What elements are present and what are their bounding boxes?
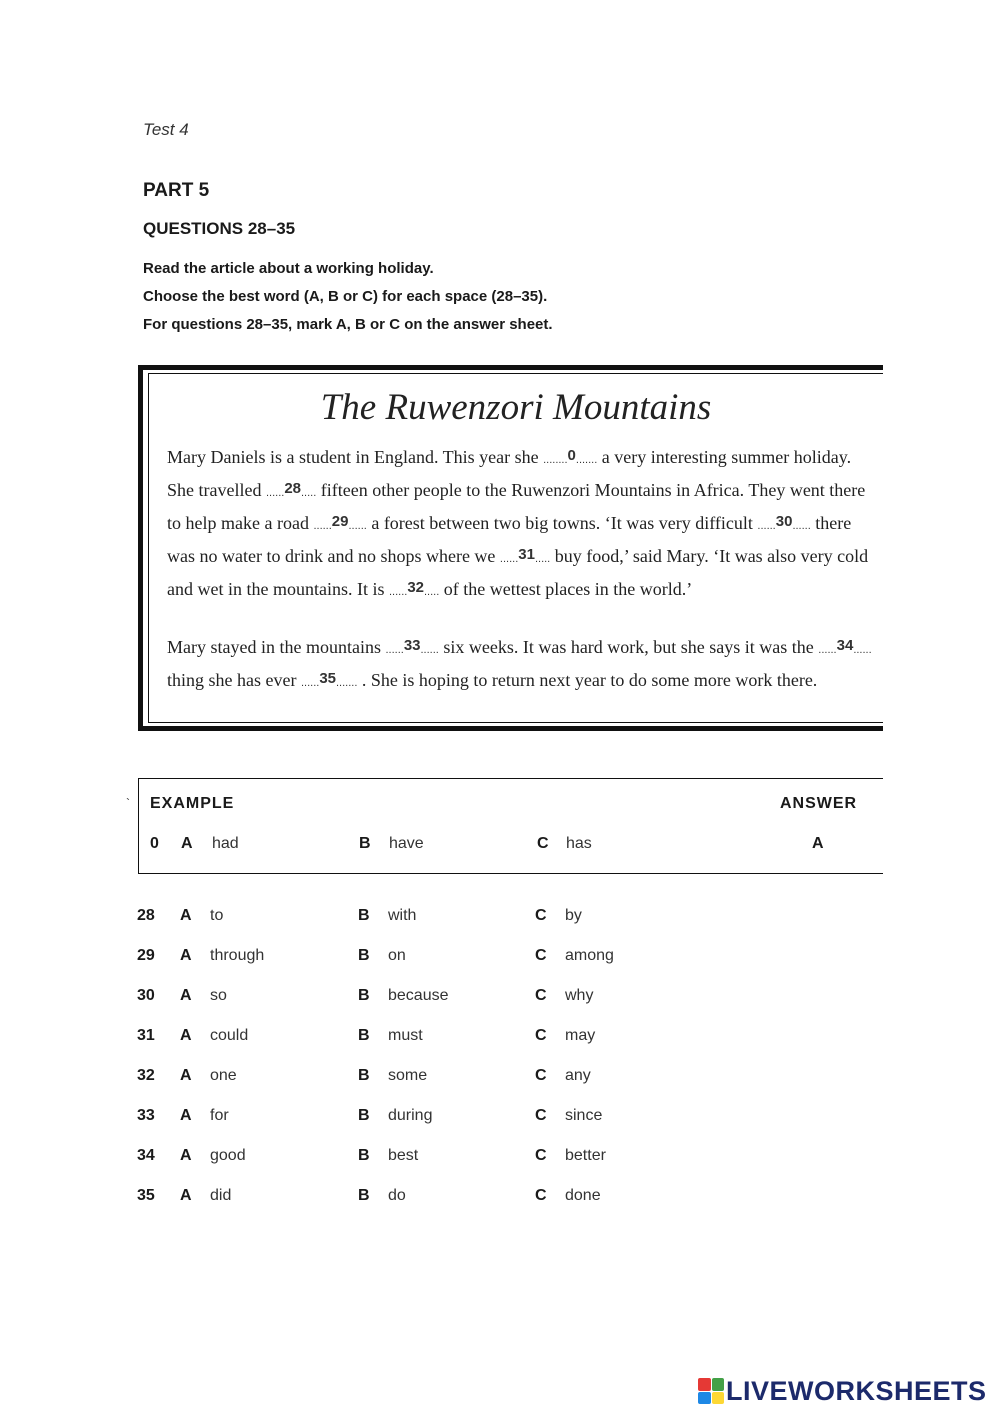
- gap-number: 32: [407, 579, 424, 596]
- text-segment: Mary stayed in the mountains: [167, 637, 386, 657]
- text-segment: six weeks. It was hard work, but she says it was the: [438, 637, 819, 657]
- option-c: may: [565, 1027, 596, 1044]
- question-number: 32: [137, 1067, 155, 1084]
- option-letter-a: A: [180, 1187, 192, 1204]
- option-letter-b: B: [358, 1147, 370, 1164]
- question-number: 35: [137, 1187, 155, 1204]
- option-c: any: [565, 1067, 591, 1084]
- option-a: to: [210, 907, 224, 924]
- option-c: done: [565, 1187, 601, 1204]
- option-b: do: [388, 1187, 406, 1204]
- option-letter-a: A: [181, 835, 193, 852]
- option-a: for: [210, 1107, 229, 1124]
- gap-number: 29: [331, 513, 349, 530]
- brand-square: [712, 1392, 725, 1405]
- test-label: Test 4: [143, 120, 189, 139]
- option-b: on: [388, 947, 406, 964]
- option-letter-a: A: [180, 1067, 192, 1084]
- option-letter-b: B: [358, 1187, 370, 1204]
- text-segment: . She is hoping to return next year to do some more work there.: [357, 670, 818, 690]
- question-row: [0, 987, 1000, 1017]
- blank-gap: ........0.......: [543, 447, 598, 466]
- option-letter-b: B: [358, 907, 370, 924]
- instruction-line: For questions 28–35, mark A, B or C on the answer sheet.: [143, 316, 553, 333]
- option-a: through: [210, 947, 265, 964]
- option-letter-a: A: [180, 1147, 192, 1164]
- option-a: good: [210, 1147, 246, 1164]
- instruction-line: Read the article about a working holiday.: [143, 260, 434, 277]
- gap-number: 28: [284, 480, 301, 497]
- option-letter-b: B: [358, 1027, 370, 1044]
- question-row: [0, 1187, 1000, 1217]
- blank-gap: ......35.......: [300, 670, 358, 689]
- text-segment: there was no water to drink and no shops where we: [167, 513, 852, 566]
- option-c: has: [566, 835, 592, 852]
- text-segment: a very interesting summer holiday. She travelled: [167, 447, 852, 500]
- option-letter-a: A: [180, 907, 192, 924]
- article-paragraph: [167, 632, 882, 698]
- brand-square: [698, 1392, 711, 1405]
- question-number: 33: [137, 1107, 155, 1124]
- option-b: with: [388, 907, 417, 924]
- option-letter-b: B: [358, 1107, 370, 1124]
- question-row: [0, 907, 1000, 937]
- option-letter-c: C: [535, 1067, 547, 1084]
- option-letter-c: C: [535, 1027, 547, 1044]
- option-a: so: [210, 987, 227, 1004]
- tick-mark: `: [126, 796, 130, 810]
- gap-number: 35: [319, 670, 336, 687]
- text-segment: Mary Daniels is a student in England. This year she: [167, 447, 544, 467]
- article-paragraph: [167, 442, 882, 607]
- option-letter-c: C: [537, 835, 549, 852]
- option-letter-b: B: [359, 835, 371, 852]
- option-c: better: [565, 1147, 606, 1164]
- question-number: 30: [137, 987, 155, 1004]
- option-letter-c: C: [535, 907, 547, 924]
- question-row: [0, 1107, 1000, 1137]
- blank-gap: ......32.....: [388, 579, 440, 598]
- gap-number: 30: [775, 513, 793, 530]
- blank-gap: ......34......: [818, 637, 872, 656]
- option-b: best: [388, 1147, 419, 1164]
- option-a: one: [210, 1067, 237, 1084]
- brand-square: [712, 1378, 725, 1391]
- question-number: 28: [137, 907, 155, 924]
- example-answer: A: [812, 835, 824, 852]
- question-row: [0, 947, 1000, 977]
- option-a: had: [212, 835, 239, 852]
- example-label: EXAMPLE: [150, 795, 235, 812]
- gap-number: 31: [518, 546, 535, 563]
- article-title: The Ruwenzori Mountains: [320, 387, 712, 428]
- option-b: some: [388, 1067, 428, 1084]
- option-letter-a: A: [180, 1027, 192, 1044]
- option-letter-c: C: [535, 947, 547, 964]
- liveworksheets-mark-icon: [698, 1378, 724, 1404]
- question-row: [0, 1027, 1000, 1057]
- questions-title: QUESTIONS 28–35: [143, 219, 296, 238]
- option-b: during: [388, 1107, 433, 1124]
- option-letter-c: C: [535, 987, 547, 1004]
- liveworksheets-logo: [698, 1376, 987, 1406]
- option-letter-a: A: [180, 1107, 192, 1124]
- option-letter-c: C: [535, 1187, 547, 1204]
- text-segment: of the wettest places in the world.’: [439, 579, 693, 599]
- text-segment: fifteen other people to the Ruwenzori Mountains in Africa. They went there to help make a road: [167, 480, 866, 533]
- option-letter-b: B: [358, 1067, 370, 1084]
- blank-gap: ......28.....: [265, 480, 317, 499]
- text-segment: thing she has ever: [167, 670, 301, 690]
- gap-number: 34: [836, 637, 854, 654]
- option-b: have: [389, 835, 424, 852]
- answer-label: ANSWER: [780, 795, 858, 812]
- option-c: since: [565, 1107, 603, 1124]
- option-a: did: [210, 1187, 232, 1204]
- blank-gap: ......33......: [385, 637, 439, 656]
- article-box: [138, 365, 883, 731]
- brand-square: [698, 1378, 711, 1391]
- option-letter-a: A: [180, 947, 192, 964]
- blank-gap: ......31.....: [499, 546, 551, 565]
- question-row: [0, 1067, 1000, 1097]
- option-letter-b: B: [358, 947, 370, 964]
- option-c: among: [565, 947, 614, 964]
- question-number: 29: [137, 947, 155, 964]
- option-letter-a: A: [180, 987, 192, 1004]
- part-title: PART 5: [143, 180, 210, 201]
- option-a: could: [210, 1027, 249, 1044]
- option-letter-c: C: [535, 1107, 547, 1124]
- example-row: [0, 835, 1000, 865]
- option-c: by: [565, 907, 582, 924]
- text-segment: a forest between two big towns. ‘It was very difficult: [366, 513, 758, 533]
- instruction-line: Choose the best word (A, B or C) for each space (28–35).: [143, 288, 548, 305]
- option-b: must: [388, 1027, 423, 1044]
- gap-number: 0: [567, 447, 576, 464]
- question-number: 31: [137, 1027, 155, 1044]
- option-c: why: [565, 987, 594, 1004]
- text-segment: buy food,’ said Mary. ‘It was also very cold and wet in the mountains. It is: [167, 546, 869, 599]
- question-number: 0: [150, 835, 159, 852]
- option-letter-c: C: [535, 1147, 547, 1164]
- brand-name: LIVEWORKSHEETS: [726, 1375, 987, 1406]
- option-letter-b: B: [358, 987, 370, 1004]
- blank-gap: ......29......: [313, 513, 367, 532]
- question-row: [0, 1147, 1000, 1177]
- option-b: because: [388, 987, 449, 1004]
- question-number: 34: [137, 1147, 155, 1164]
- blank-gap: ......30......: [757, 513, 811, 532]
- gap-number: 33: [403, 637, 421, 654]
